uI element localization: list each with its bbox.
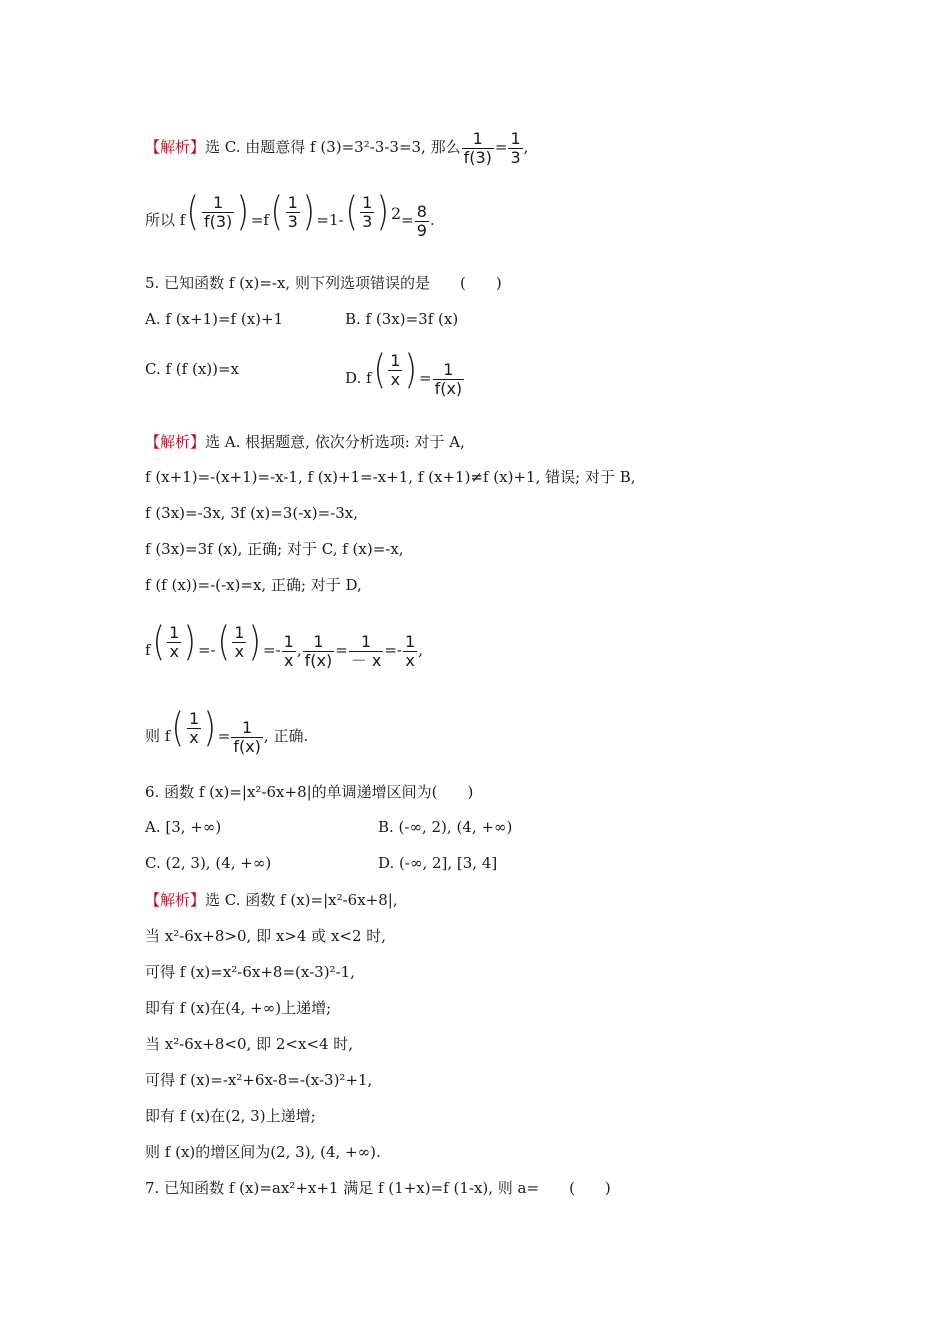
q4-solution-line2: 所以 f ( $\frac{1}{f(3)}$ ) =f ( $\frac{1}{3}$ ) =1- ( $\frac{1}{3}$ ) $^2$= $\frac{8}{9}$ .	[145, 189, 435, 240]
q5-solution-line4: f (3x)=3f (x), 正确; 对于 C, f (x)=-x,	[145, 540, 404, 558]
q5-option-c: C. f (f (x))=x	[145, 360, 240, 378]
q6-option-a: A. [3, +∞)	[145, 818, 222, 836]
q4-solution-text: 选 C. 由题意得 f (3)=3²-3-3=3, 那么	[205, 138, 461, 157]
paren-group: ( $\frac{1}{x}$ )	[152, 619, 197, 665]
q5-option-d: D. f ( $\frac{1}{x}$ ) = $\frac{1}{f(x)}$	[345, 347, 463, 398]
q6-solution-line7: 即有 f (x)在(2, 3)上递增;	[145, 1107, 316, 1125]
fraction: $\frac{1}{f(3)}$	[463, 129, 492, 167]
analysis-tag: 【解析】	[145, 891, 206, 909]
q6-solution-line6: 可得 f (x)=-x²+6x-8=-(x-3)²+1,	[145, 1071, 373, 1089]
q5-solution-line7: 则 f ( $\frac{1}{x}$ ) = $\frac{1}{f(x)}$ , 正确.	[145, 705, 309, 756]
paren-group: ( $\frac{1}{f(3)}$ )	[186, 189, 250, 235]
q6-solution-line3: 可得 f (x)=x²-6x+8=(x-3)²-1,	[145, 963, 355, 981]
q6-solution-line5: 当 x²-6x+8<0, 即 2<x<4 时,	[145, 1035, 354, 1053]
q5-solution-line6: f ( $\frac{1}{x}$ ) =- ( $\frac{1}{x}$ ) =- $\frac{1}{x}$ , $\frac{1}{f(x)}$ = $\frac{1}{- x}$ =- $\frac{1}{x}$ ,	[145, 619, 423, 670]
q6-solution-line2: 当 x²-6x+8>0, 即 x>4 或 x<2 时,	[145, 927, 387, 945]
q6-solution-line4: 即有 f (x)在(4, +∞)上递增;	[145, 999, 332, 1017]
paren-group: ( $\frac{1}{x}$ )	[171, 705, 217, 751]
q5-option-a: A. f (x+1)=f (x)+1	[145, 310, 284, 328]
q5-solution-line3: f (3x)=-3x, 3f (x)=3(-x)=-3x,	[145, 504, 358, 522]
q7-stem: 7. 已知函数 f (x)=ax²+x+1 满足 f (1+x)=f (1-x), 则 a= ( )	[145, 1179, 611, 1197]
q5-solution-line5: f (f (x))=-(-x)=x, 正确; 对于 D,	[145, 576, 362, 594]
q6-option-b: B. (-∞, 2), (4, +∞)	[378, 818, 513, 836]
q4-solution-line1: 【解析】选 C. 由题意得 f (3)=3²-3-3=3, 那么 $\frac{1}{f(3)}$ = $\frac{1}{3}$ ,	[145, 129, 529, 167]
paren-group: ( $\frac{1}{x}$ )	[373, 347, 418, 393]
q6-option-c: C. (2, 3), (4, +∞)	[145, 854, 272, 872]
q6-solution-line8: 则 f (x)的增区间为(2, 3), (4, +∞).	[145, 1143, 381, 1161]
q6-option-d: D. (-∞, 2], [3, 4]	[378, 854, 498, 872]
paren-group: ( $\frac{1}{3}$ )	[270, 189, 315, 235]
q6-stem: 6. 函数 f (x)=|x²-6x+8|的单调递增区间为( )	[145, 783, 474, 801]
analysis-tag: 【解析】	[145, 138, 206, 157]
q5-solution-line1: 【解析】选 A. 根据题意, 依次分析选项: 对于 A,	[145, 433, 465, 451]
analysis-tag: 【解析】	[145, 433, 206, 451]
q6-solution-line1: 【解析】选 C. 函数 f (x)=|x²-6x+8|,	[145, 891, 398, 909]
q5-option-b: B. f (3x)=3f (x)	[345, 310, 459, 328]
paren-group: ( $\frac{1}{x}$ )	[217, 619, 262, 665]
q5-stem: 5. 已知函数 f (x)=-x, 则下列选项错误的是 ( )	[145, 274, 502, 292]
paren-group: ( $\frac{1}{3}$ )	[345, 189, 390, 235]
fraction: $\frac{1}{3}$	[510, 129, 521, 167]
q5-solution-line2: f (x+1)=-(x+1)=-x-1, f (x)+1=-x+1, f (x+1)≠f (x)+1, 错误; 对于 B,	[145, 468, 636, 486]
